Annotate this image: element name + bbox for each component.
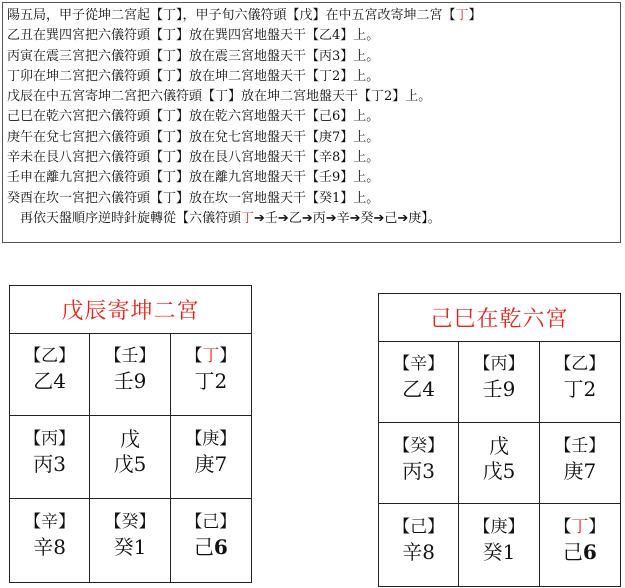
explanation-text-box <box>2 2 621 243</box>
text-segment: 乙丑在巽四宮把六儀符頭【丁】放在巽四宮地盤天干【乙4】上。 <box>7 28 380 44</box>
text-segment: 】 <box>468 8 482 23</box>
text-line <box>7 107 620 127</box>
heaven-plate-stem: 【乙】 <box>24 346 76 366</box>
text-line <box>7 6 620 26</box>
heaven-plate-stem: 【乙】 <box>554 354 606 374</box>
earth-plate-stem: 丙3 <box>33 452 67 476</box>
palace-number: 6 <box>213 535 228 559</box>
earth-plate-stem: 戊5 <box>113 452 147 476</box>
heaven-plate-stem: 【癸】 <box>393 435 445 456</box>
palace-cell <box>171 416 251 499</box>
palace-cell <box>10 333 90 416</box>
heaven-plate-stem: 【辛】 <box>24 512 76 532</box>
text-segment: 己巳在乾六宮把六儀符頭【丁】放在乾六宮地盤天干【己6】上。 <box>7 109 380 125</box>
earth-plate-stem: 辛8 <box>33 535 67 559</box>
highlight-stem: 丁 <box>241 210 255 226</box>
earth-plate-stem: 丙3 <box>402 458 436 483</box>
earth-plate-stem: 乙4 <box>402 377 436 401</box>
heaven-plate-stem <box>171 345 251 367</box>
stem: 己 <box>193 535 214 559</box>
heaven-plate-stem: 【庚】 <box>473 517 525 538</box>
text-segment: 丁卯在坤二宮把六儀符頭【丁】放在坤二宮地盤天干【丁2】上。 <box>7 68 380 84</box>
heaven-plate-stem: 【辛】 <box>393 354 445 374</box>
text-segment: 再依天盤順序逆時針旋轉從【六儀符頭 <box>7 210 242 226</box>
palace-cell <box>540 423 620 505</box>
earth-plate-stem: 庚7 <box>194 452 228 476</box>
text-segment: ➔壬➔乙➔丙➔辛➔癸➔己➔庚】。 <box>254 210 441 226</box>
text-segment: 辛未在艮八宮把六儀符頭【丁】放在艮八宮地盤天干【辛8】上。 <box>7 150 380 166</box>
palace-cell <box>10 499 90 582</box>
heaven-plate-stem: 【己】 <box>393 517 445 538</box>
text-line <box>7 128 620 148</box>
text-segment: 陽五局，甲子從坤二宮起【丁】，甲子旬六儀符頭【戊】在中五宮改寄坤二宮【 <box>7 8 456 23</box>
palace-cell <box>540 341 620 423</box>
bracket: 】 <box>219 346 237 366</box>
heaven-plate-stem <box>540 516 620 538</box>
palace-cell <box>459 504 539 586</box>
text-line <box>7 148 620 168</box>
text-line <box>7 47 620 67</box>
grid-title: 己巳在乾六宮 <box>379 294 620 342</box>
earth-plate-stem: 癸1 <box>482 540 516 565</box>
palace-number: 6 <box>582 540 597 565</box>
highlight-stem: 丁 <box>202 346 220 366</box>
palace-cell <box>10 416 90 499</box>
earth-plate-stem: 乙4 <box>33 369 67 393</box>
palace-cell <box>171 333 251 416</box>
palace-cell <box>540 504 620 586</box>
bracket: 【 <box>185 346 203 366</box>
heaven-plate-stem: 【庚】 <box>185 429 237 449</box>
text-segment: 癸酉在坎一宮把六儀符頭【丁】放在坎一宮地盤天干【癸1】上。 <box>7 190 380 206</box>
text-segment: 戊辰在中五宮寄坤二宮把六儀符頭【丁】放在坤二宮地盤天干【丁2】上。 <box>7 89 432 105</box>
palace-cell <box>171 499 251 582</box>
highlight-stem: 丁 <box>571 517 589 538</box>
palace-cell <box>379 504 459 586</box>
grid-wuchen-kun2 <box>9 285 252 583</box>
text-line <box>7 67 620 87</box>
bracket: 【 <box>554 517 572 538</box>
heaven-plate-stem: 【己】 <box>185 512 237 532</box>
heaven-plate-stem: 【丙】 <box>24 429 76 449</box>
text-line <box>7 189 620 209</box>
heaven-plate-stem: 【壬】 <box>104 346 156 366</box>
palace-cell <box>90 416 170 499</box>
heaven-plate-stem: 戊 <box>119 427 140 451</box>
palace-cell <box>379 341 459 423</box>
palace-cell <box>459 423 539 505</box>
grid-jisi-qian6 <box>378 293 621 587</box>
text-segment: 丙寅在震三宮把六儀符頭【丁】放在震三宮地盤天干【丙3】上。 <box>7 48 380 64</box>
grid-title: 戊辰寄坤二宮 <box>10 286 251 334</box>
text-segment: 庚午在兌七宮把六儀符頭【丁】放在兌七宮地盤天干【庚7】上。 <box>7 129 380 145</box>
earth-plate-stem: 辛8 <box>402 540 436 565</box>
palace-cell <box>459 341 539 423</box>
bracket: 】 <box>588 517 606 538</box>
heaven-plate-stem: 戊 <box>488 433 509 458</box>
text-line <box>7 26 620 46</box>
earth-plate-stem: 壬9 <box>113 369 147 393</box>
palace-cell <box>90 499 170 582</box>
earth-plate-stem: 戊5 <box>482 458 516 483</box>
text-line <box>7 168 620 188</box>
earth-plate-stem: 癸1 <box>113 535 147 559</box>
stem: 己 <box>562 540 583 565</box>
earth-plate-stem: 庚7 <box>563 458 597 483</box>
earth-plate-stem: 丁2 <box>563 377 597 401</box>
heaven-plate-stem: 【丙】 <box>473 354 525 374</box>
palace-cell <box>90 333 170 416</box>
heaven-plate-stem: 【壬】 <box>554 435 606 456</box>
highlight-stem: 丁 <box>455 8 469 23</box>
earth-plate-stem: 壬9 <box>482 377 516 401</box>
palace-cell <box>379 423 459 505</box>
text-line <box>7 87 620 107</box>
earth-plate-stem <box>540 538 620 566</box>
earth-plate-stem: 丁2 <box>194 369 228 393</box>
text-segment: 壬申在離九宮把六儀符頭【丁】放在離九宮地盤天干【壬9】上。 <box>7 170 380 186</box>
heaven-plate-stem: 【癸】 <box>104 512 156 532</box>
text-line <box>7 209 620 229</box>
earth-plate-stem <box>171 533 251 561</box>
